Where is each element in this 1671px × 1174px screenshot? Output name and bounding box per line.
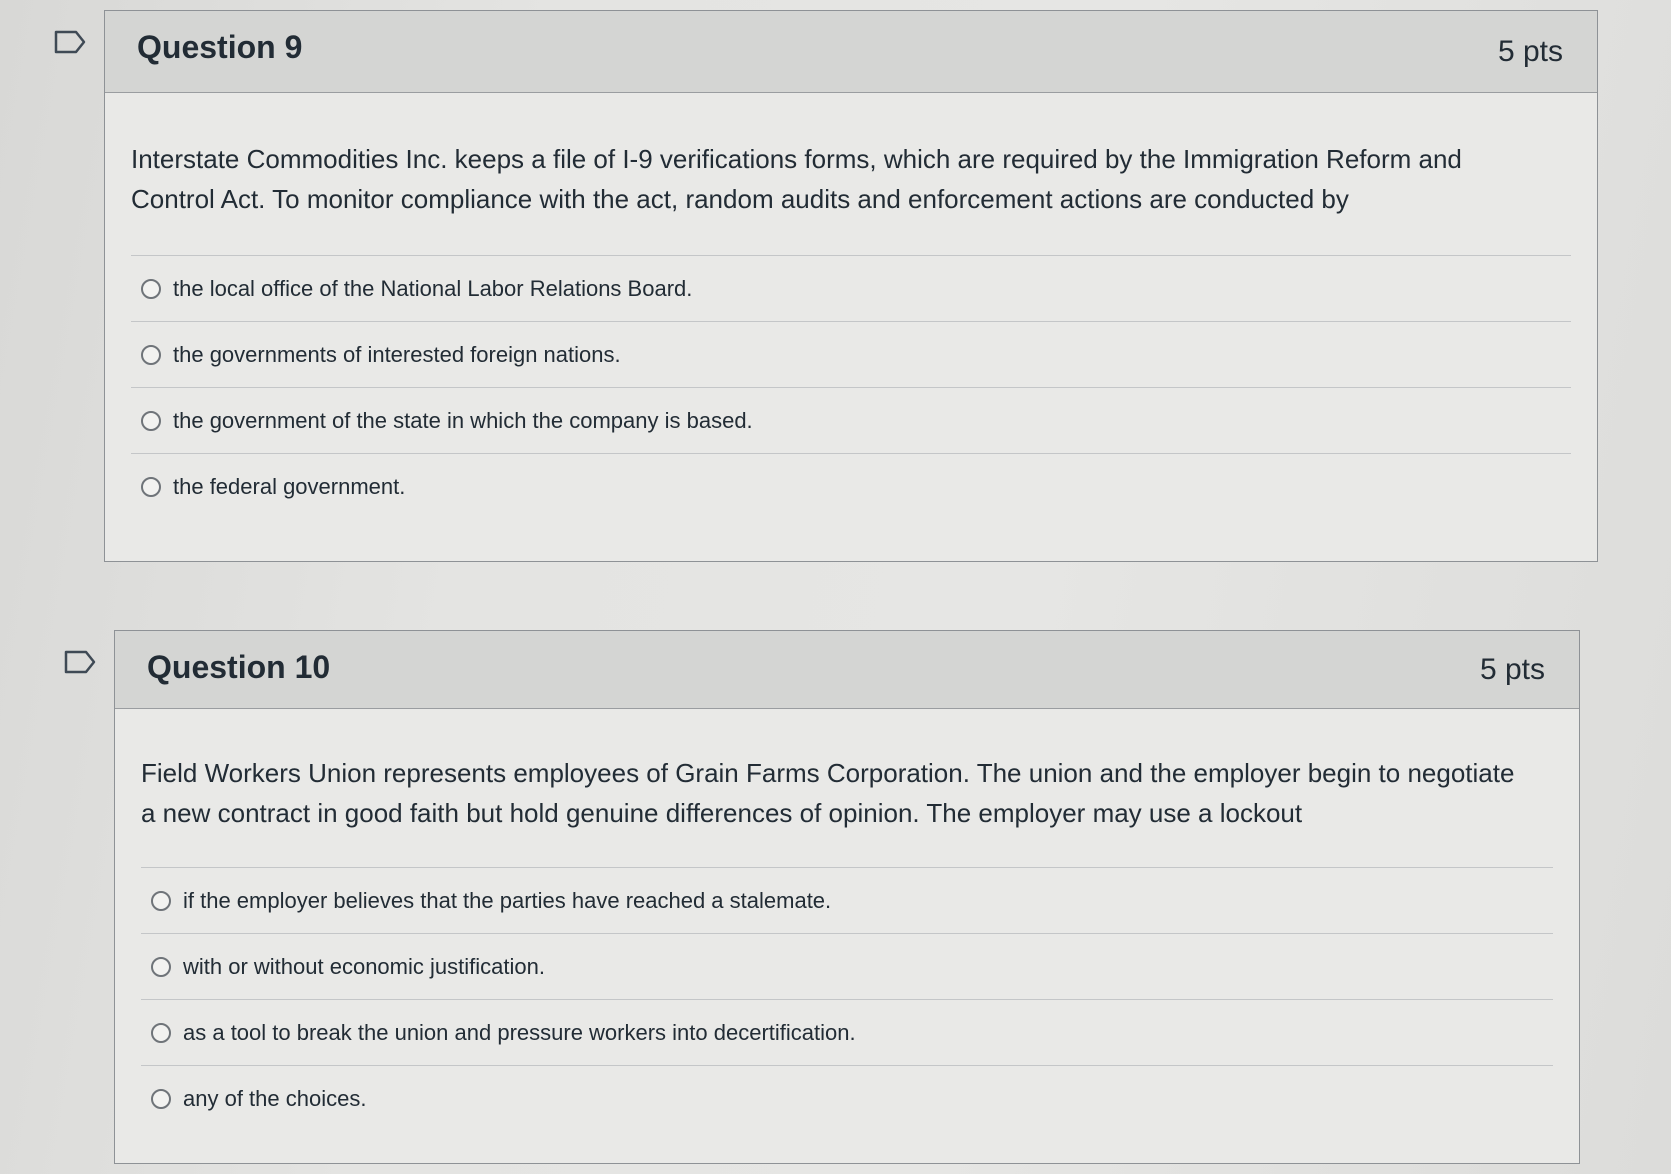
question-header <box>115 631 1579 709</box>
question-9-card <box>104 10 1598 562</box>
answer-option[interactable] <box>131 322 1571 388</box>
question-header <box>105 11 1597 93</box>
question-body <box>115 709 1579 1131</box>
question-text: Field Workers Union represents employees of Grain Farms Corporation. The union and the employer begin to negotiate a new contract in good faith but hold genuine differences of opinion. The employer may use a lockout <box>141 758 1515 828</box>
answer-option[interactable] <box>131 256 1571 322</box>
radio-button[interactable] <box>151 891 171 911</box>
answer-option[interactable] <box>141 934 1553 1000</box>
question-points: 5 pts <box>1479 653 1545 686</box>
answer-label: the local office of the National Labor Relations Board. <box>173 275 693 301</box>
radio-button[interactable] <box>141 345 161 365</box>
answer-option[interactable] <box>131 388 1571 454</box>
answer-option[interactable] <box>141 1000 1553 1066</box>
question-10-card <box>114 630 1580 1164</box>
question-title: Question 10 <box>147 649 331 685</box>
answer-label: the government of the state in which the company is based. <box>173 407 753 433</box>
question-points: 5 pts <box>1497 35 1563 68</box>
answer-label: if the employer believes that the parties have reached a stalemate. <box>183 887 832 913</box>
question-body <box>105 93 1597 519</box>
answer-label: any of the choices. <box>183 1085 367 1111</box>
answer-option[interactable] <box>141 868 1553 934</box>
question-text: Interstate Commodities Inc. keeps a file of I-9 verifications forms, which are required by the Immigration Reform and Control Act. To monitor compliance with the act, random audits and enforcement actions are conducted by <box>131 144 1462 214</box>
radio-button[interactable] <box>141 477 161 497</box>
radio-button[interactable] <box>151 1023 171 1043</box>
radio-button[interactable] <box>151 1089 171 1109</box>
answer-option[interactable] <box>141 1066 1553 1131</box>
flag-question-icon[interactable] <box>64 650 92 674</box>
radio-button[interactable] <box>141 411 161 431</box>
answer-label: the federal government. <box>173 473 406 499</box>
answer-list <box>141 867 1553 1131</box>
answer-label: with or without economic justification. <box>183 953 545 979</box>
answer-label: the governments of interested foreign nations. <box>173 341 621 367</box>
radio-button[interactable] <box>141 279 161 299</box>
answer-list <box>131 255 1571 519</box>
answer-label: as a tool to break the union and pressure workers into decertification. <box>183 1019 856 1045</box>
answer-option[interactable] <box>131 454 1571 519</box>
flag-question-icon[interactable] <box>54 30 82 54</box>
radio-button[interactable] <box>151 957 171 977</box>
question-title: Question 9 <box>137 29 303 65</box>
